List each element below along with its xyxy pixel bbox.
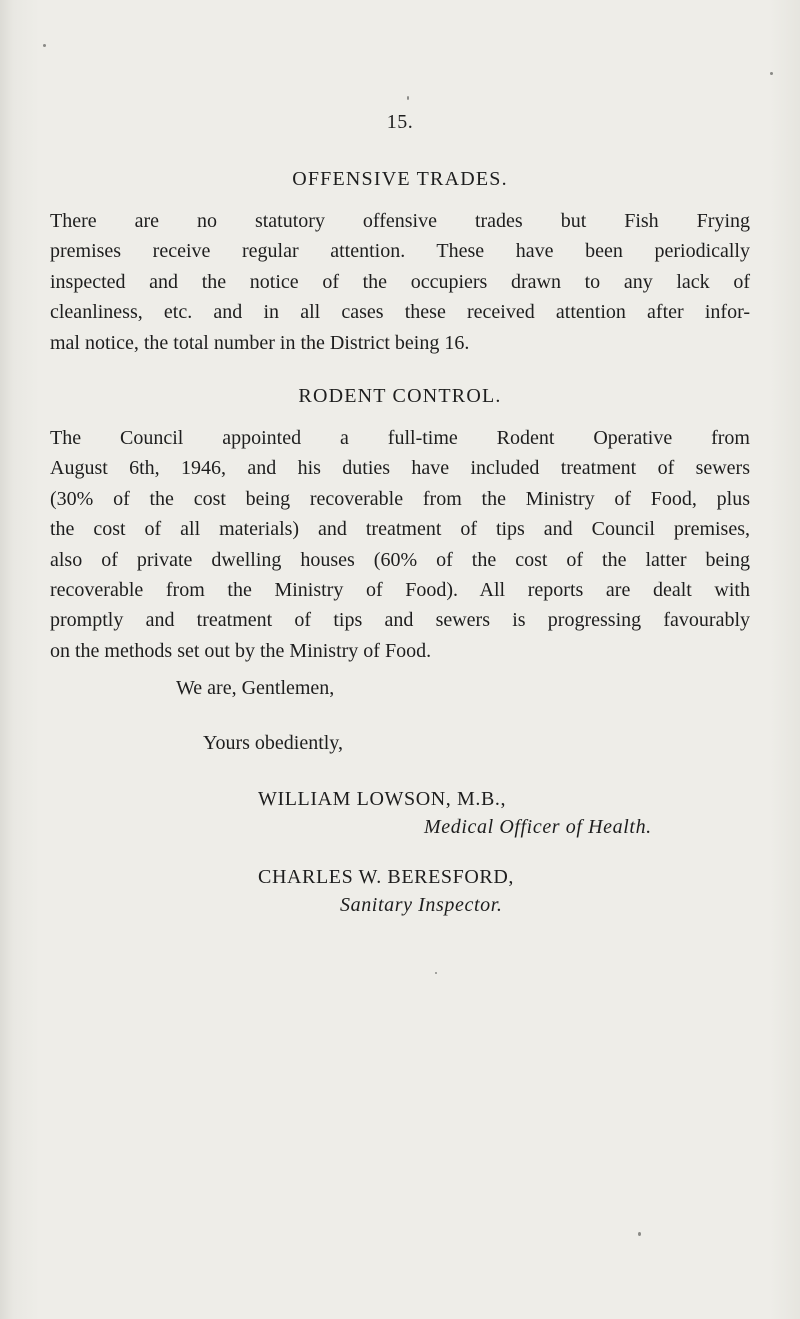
paragraph-line: premises receive regular attention. These have been periodically (50, 240, 750, 263)
paragraph-rodent-control (0, 423, 750, 666)
paper-speck (43, 44, 46, 47)
paragraph-line: inspected and the notice of the occupiers drawn to any lack of (50, 270, 750, 293)
signatory-title-beresford: Sanitary Inspector. (340, 894, 503, 916)
paragraph-line: August 6th, 1946, and his duties have included treatment of sewers (50, 457, 750, 480)
page-number: 15. (386, 111, 414, 133)
paragraph-line: cleanliness, etc. and in all cases these received attention after infor- (50, 301, 750, 324)
signatory-title-lowson: Medical Officer of Health. (424, 816, 652, 838)
salutation: We are, Gentlemen, (176, 677, 335, 699)
paragraph-line: mal notice, the total number in the District being 16. (50, 331, 470, 354)
section-heading-offensive-trades: OFFENSIVE TRADES. (292, 168, 508, 190)
paragraph-line: (30% of the cost being recoverable from the Ministry of Food, plus (50, 487, 750, 510)
paragraph-line: also of private dwelling houses (60% of the cost of the latter being (50, 548, 750, 571)
paragraph-offensive-trades (0, 206, 750, 358)
paragraph-line: There are no statutory offensive trades but Fish Frying (50, 210, 750, 232)
section-heading-rodent-control: RODENT CONTROL. (298, 385, 502, 407)
paper-speck (770, 72, 773, 75)
paragraph-line: promptly and treatment of tips and sewers is progressing favourably (50, 609, 750, 632)
paper-speck (407, 96, 409, 100)
paragraph-line: The Council appointed a full-time Rodent Operative from (50, 427, 750, 449)
paragraph-line: recoverable from the Ministry of Food). All reports are dealt with (50, 579, 750, 602)
signatory-name-beresford: CHARLES W. BERESFORD, (258, 866, 514, 888)
paper-speck (435, 972, 437, 974)
valediction: Yours obediently, (203, 732, 344, 754)
paper-speck (638, 1232, 641, 1236)
paragraph-line: on the methods set out by the Ministry of Food. (50, 639, 432, 662)
paragraph-line: the cost of all materials) and treatment of tips and Council premises, (50, 518, 750, 541)
signatory-name-lowson: WILLIAM LOWSON, M.B., (258, 788, 507, 810)
